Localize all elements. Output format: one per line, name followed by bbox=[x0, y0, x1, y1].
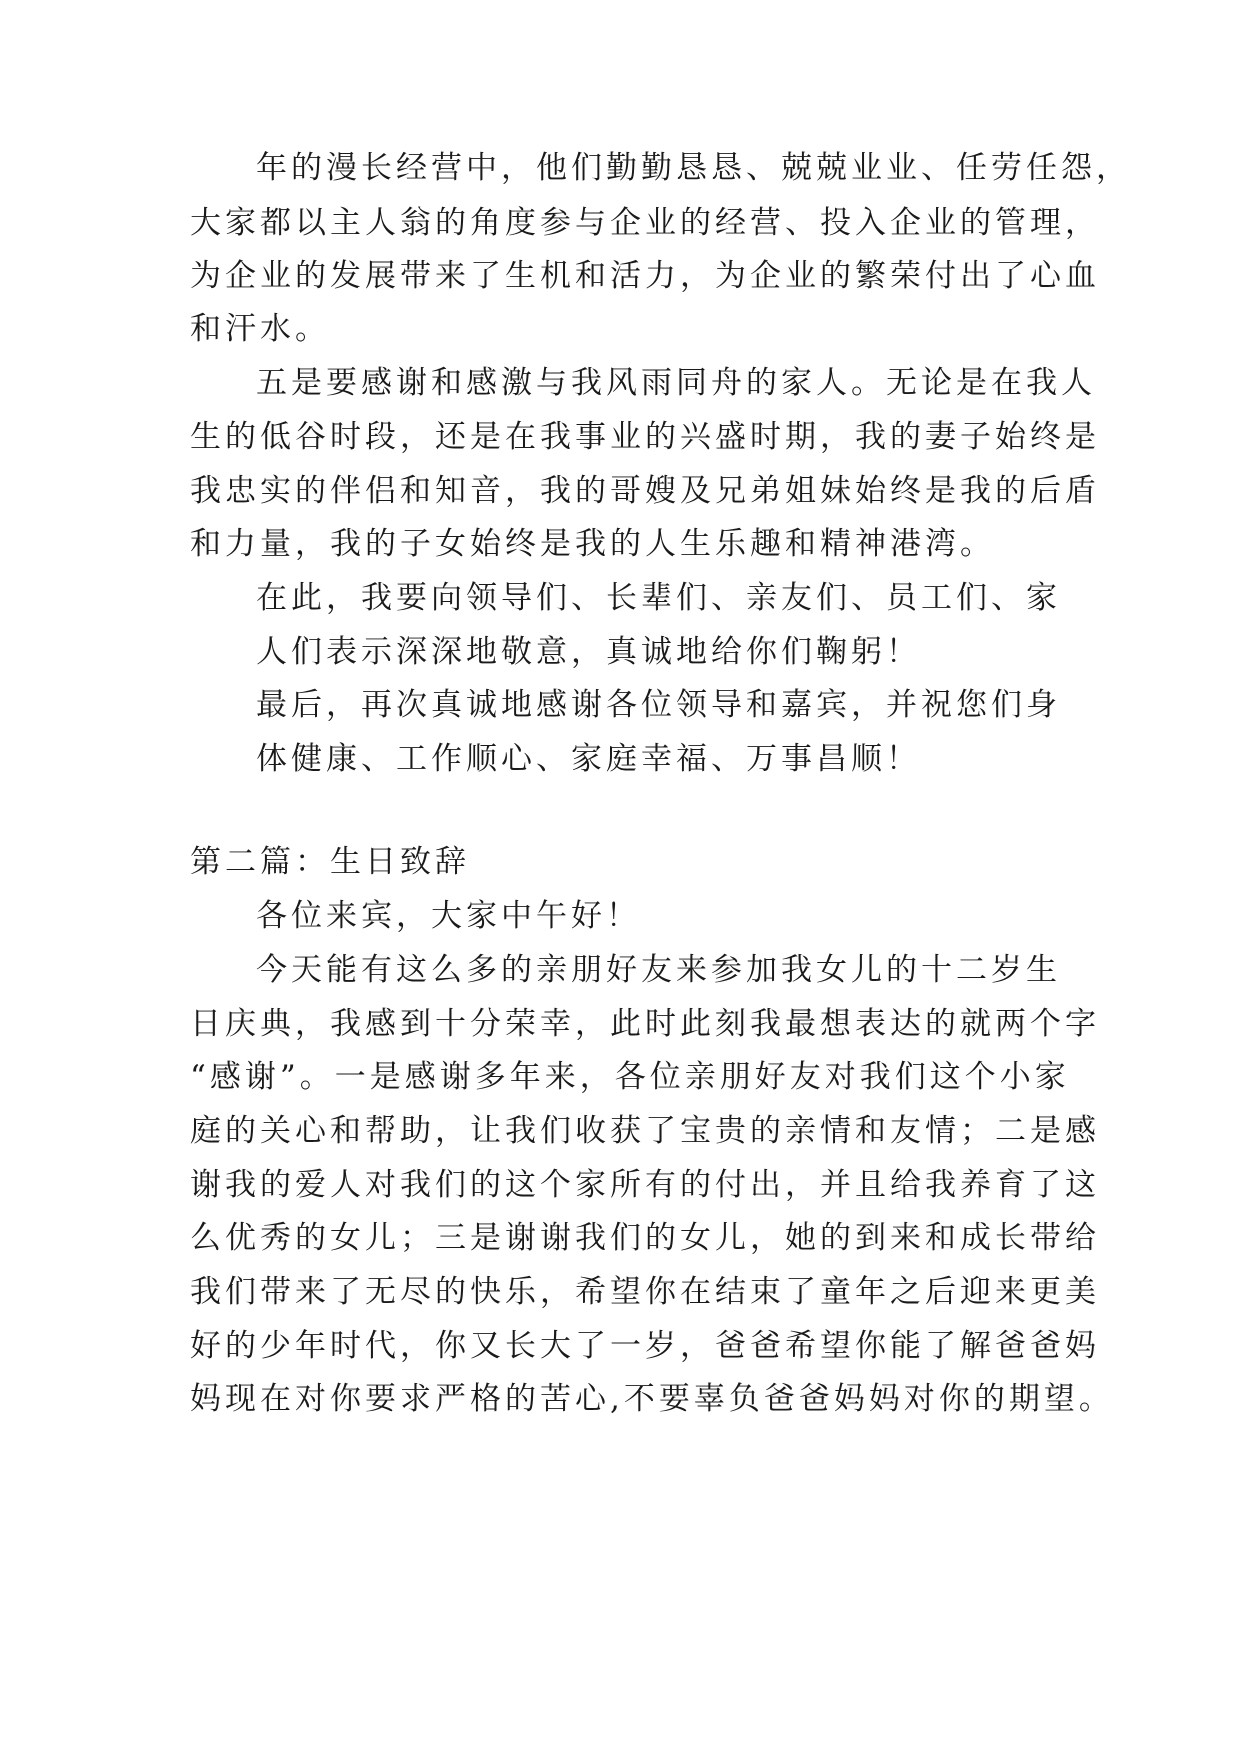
text-line: 么优秀的女儿；三是谢谢我们的女儿，她的到来和成长带给 bbox=[190, 1220, 1100, 1256]
text-line: 在此，我要向领导们、长辈们、亲友们、员工们、家 bbox=[256, 580, 1061, 616]
text-line: 大家都以主人翁的角度参与企业的经营、投入企业的管理， bbox=[190, 205, 1100, 241]
text-line: 庭的关心和帮助，让我们收获了宝贵的亲情和友情；二是感 bbox=[190, 1113, 1100, 1149]
text-line: “感谢”。一是感谢多年来，各位亲朋好友对我们这个小家 bbox=[190, 1059, 1070, 1095]
text-line: 谢我的爱人对我们的这个家所有的付出，并且给我养育了这 bbox=[190, 1167, 1100, 1203]
text-line: 年的漫长经营中，他们勤勤恳恳、兢兢业业、任劳任怨， bbox=[256, 150, 1131, 186]
section-heading: 第二篇：生日致辞 bbox=[190, 844, 470, 880]
text-line: 各位来宾，大家中午好！ bbox=[256, 898, 641, 934]
text-line: 生的低谷时段，还是在我事业的兴盛时期，我的妻子始终是 bbox=[190, 419, 1100, 455]
text-line: 今天能有这么多的亲朋好友来参加我女儿的十二岁生 bbox=[256, 952, 1061, 988]
text-line: 五是要感谢和感激与我风雨同舟的家人。无论是在我人 bbox=[256, 365, 1096, 401]
text-line: 为企业的发展带来了生机和活力，为企业的繁荣付出了心血 bbox=[190, 258, 1100, 294]
text-line: 和汗水。 bbox=[190, 311, 330, 347]
text-line: 人们表示深深地敬意，真诚地给你们鞠躬！ bbox=[256, 634, 921, 670]
text-line: 我忠实的伴侣和知音，我的哥嫂及兄弟姐妹始终是我的后盾 bbox=[190, 473, 1100, 509]
text-line: 好的少年时代，你又长大了一岁，爸爸希望你能了解爸爸妈 bbox=[190, 1328, 1100, 1364]
text-line: 和力量，我的子女始终是我的人生乐趣和精神港湾。 bbox=[190, 526, 995, 562]
text-line: 最后，再次真诚地感谢各位领导和嘉宾，并祝您们身 bbox=[256, 687, 1061, 723]
text-line: 体健康、工作顺心、家庭幸福、万事昌顺！ bbox=[256, 741, 921, 777]
text-line: 妈现在对你要求严格的苦心,不要辜负爸爸妈妈对你的期望。 bbox=[190, 1381, 1114, 1417]
text-line: 日庆典，我感到十分荣幸，此时此刻我最想表达的就两个字 bbox=[190, 1006, 1100, 1042]
text-line: 我们带来了无尽的快乐，希望你在结束了童年之后迎来更美 bbox=[190, 1274, 1100, 1310]
